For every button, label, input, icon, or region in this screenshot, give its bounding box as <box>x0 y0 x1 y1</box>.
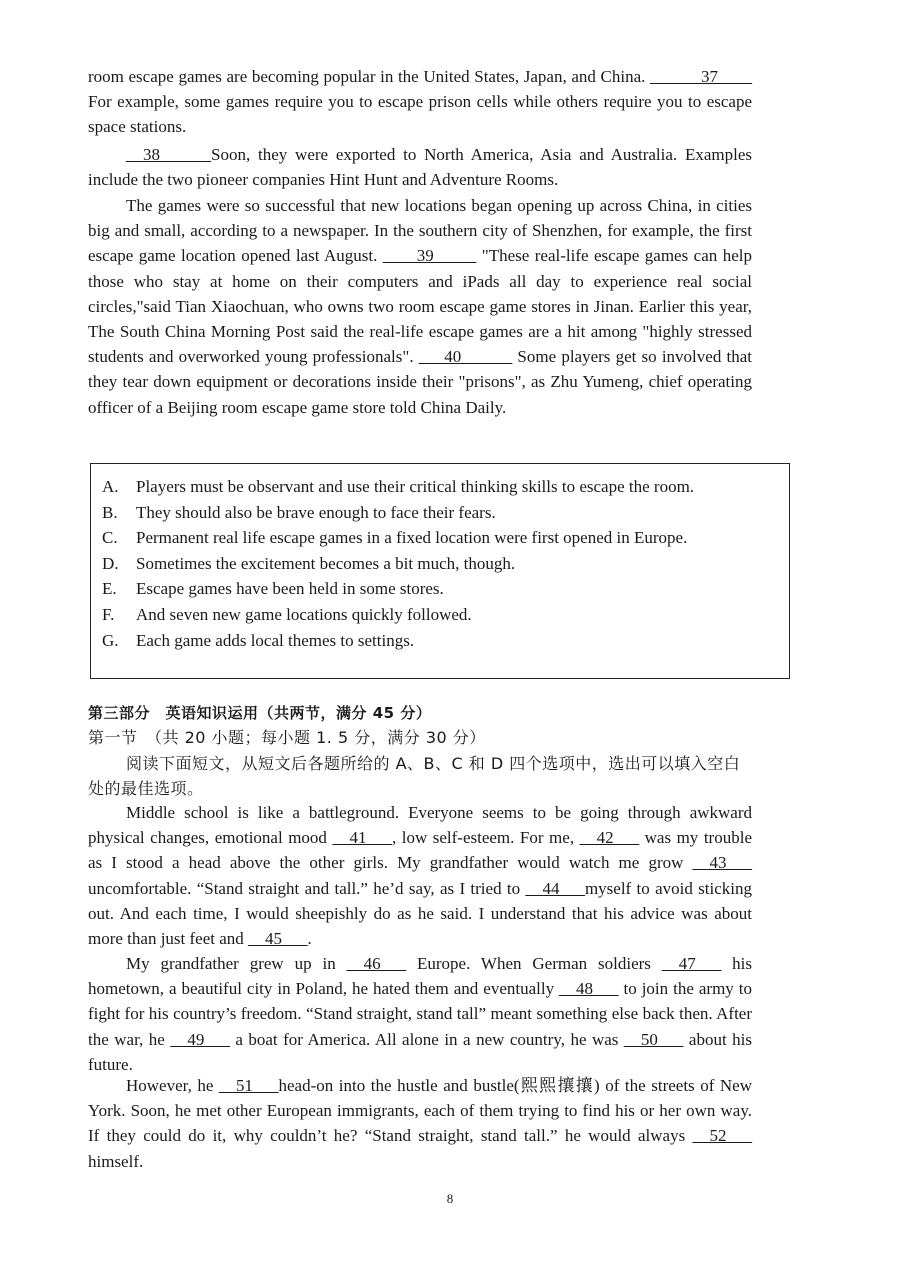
option-text: Sometimes the excitement becomes a bit much, though. <box>136 553 516 573</box>
option-e <box>102 576 694 602</box>
blank-50: __50___ <box>623 1029 684 1049</box>
option-letter: F. <box>102 604 115 624</box>
passage-text: to join the army to fight for his country’s freedom. “Stand straight, stand tall” meant something else back then. After the war, he <box>88 979 752 1049</box>
option-letter: G. <box>102 630 119 650</box>
passage-two-paragraph-3 <box>88 1073 752 1174</box>
blank-52: __52___ <box>692 1126 752 1146</box>
blank-43: __43___ <box>692 853 752 873</box>
blank-45: __45___ <box>248 929 308 949</box>
passage-text: . <box>307 929 312 949</box>
option-text: Permanent real life escape games in a fixed location were first opened in Europe. <box>136 528 688 548</box>
passage-one-paragraph-1 <box>88 64 752 140</box>
option-f <box>102 602 694 628</box>
option-text: Players must be observant and use their critical thinking skills to escape the room. <box>136 477 695 496</box>
passage-text: Europe. When German soldiers <box>406 954 662 973</box>
blank-51: __51___ <box>219 1076 279 1095</box>
option-a <box>102 474 694 500</box>
passage-one-paragraph-3 <box>88 193 752 420</box>
page-number: 8 <box>446 1191 454 1206</box>
option-letter: E. <box>102 579 117 599</box>
option-d <box>102 551 694 577</box>
passage-text: myself to avoid sticking out. And each time, I would sheepishly do as he said. I understand that his advice was about more than just feet and <box>88 878 753 949</box>
blank-40: ___40______ <box>418 347 513 367</box>
blank-39: ____39_____ <box>382 246 477 266</box>
blank-37: ______37____ <box>650 67 753 86</box>
option-letter: C. <box>102 528 118 548</box>
option-letter: D. <box>102 553 119 573</box>
options-box <box>90 463 790 679</box>
passage-text: Some players get so involved that they tear down equipment or decorations inside their "prisons", as Zhu Yumeng, chief operating officer of a Beijing room escape game store told China Daily. <box>88 347 752 417</box>
blank-47: __47___ <box>661 954 722 973</box>
passage-text: Middle school is like a battleground. Everyone seems to be going through awkward physical changes, emotional mood <box>88 803 752 848</box>
passage-text: room escape games are becoming popular in the United States, Japan, and China. <box>88 67 646 86</box>
section-heading: 第三部分 英语知识运用（共两节，满分 45 分） <box>88 704 432 722</box>
blank-38: __38______ <box>126 145 211 164</box>
passage-one-paragraph-2 <box>88 142 752 192</box>
option-letter: B. <box>102 502 118 522</box>
passage-text: , low self-esteem. For me, <box>391 828 580 848</box>
passage-text: The games were so successful that new locations began opening up across China, in cities big and small, according to a newspaper. In the southern city of Shenzhen, for example, the first escape game location opened last August. <box>88 196 752 266</box>
blank-48: __48___ <box>559 979 619 999</box>
passage-text: his hometown, a beautiful city in Poland, he hated them and eventually <box>88 954 753 999</box>
blank-44: __44___ <box>525 878 585 898</box>
blank-42: __42___ <box>579 828 640 848</box>
passage-text: was my trouble as I stood a head above the other girls. My grandfather would watch me grow <box>88 828 752 873</box>
passage-text: For example, some games require you to escape prison cells while others require you to escape space stations. <box>88 92 752 137</box>
passage-text: "These real-life escape games can help those who stay at home on their computers and iPads all day to experience real social circles,"said Tian Xiaochuan, who owns two room escape game stores in Jinan. Earlier this year, The South China Morning Post said the real-life escape games are a hit among "highly stressed students and overworked young professionals". <box>88 246 752 367</box>
blank-46: __46___ <box>346 954 407 973</box>
passage-text: Soon, they were exported to North America, Asia and Australia. Examples include the two pioneer companies Hint Hunt and Adventure Rooms. <box>88 145 752 190</box>
section-instruction: 阅读下面短文，从短文后各题所给的 A、B、C 和 D 四个选项中，选出可以填入空白处的最佳选项。 <box>88 754 741 798</box>
option-g <box>102 628 694 654</box>
option-text: They should also be brave enough to face their fears. <box>136 502 496 522</box>
option-b <box>102 500 694 526</box>
passage-text: However, he <box>126 1076 219 1095</box>
passage-text: head-on into the hustle and bustle(熙熙攘攘) of the streets of New York. Soon, he met other European immigrants, each of them trying to find his or her own way. If they could do it, why couldn’t he? “Stand straight, stand tall.” he would always <box>88 1076 752 1146</box>
passage-text: uncomfortable. “Stand straight and tall.” he’d say, as I tried to <box>88 878 526 898</box>
options-list <box>102 474 694 653</box>
passage-text: My grandfather grew up in <box>126 954 347 973</box>
passage-text: about his future. <box>88 1029 753 1074</box>
blank-41: __41___ <box>332 828 392 848</box>
option-text: Escape games have been held in some stores. <box>136 579 444 599</box>
option-text: And seven new game locations quickly followed. <box>136 604 472 624</box>
option-c <box>102 525 694 551</box>
passage-two-paragraph-1 <box>88 800 752 951</box>
passage-text: himself. <box>88 1151 144 1171</box>
section-sub-heading: 第一节 （共 20 小题；每小题 1. 5 分，满分 30 分） <box>88 728 486 747</box>
passage-two-paragraph-2 <box>88 951 752 1077</box>
passage-text: a boat for America. All alone in a new country, he was <box>229 1029 624 1049</box>
blank-49: __49___ <box>170 1029 230 1049</box>
option-letter: A. <box>102 477 119 496</box>
option-text: Each game adds local themes to settings. <box>136 630 415 650</box>
